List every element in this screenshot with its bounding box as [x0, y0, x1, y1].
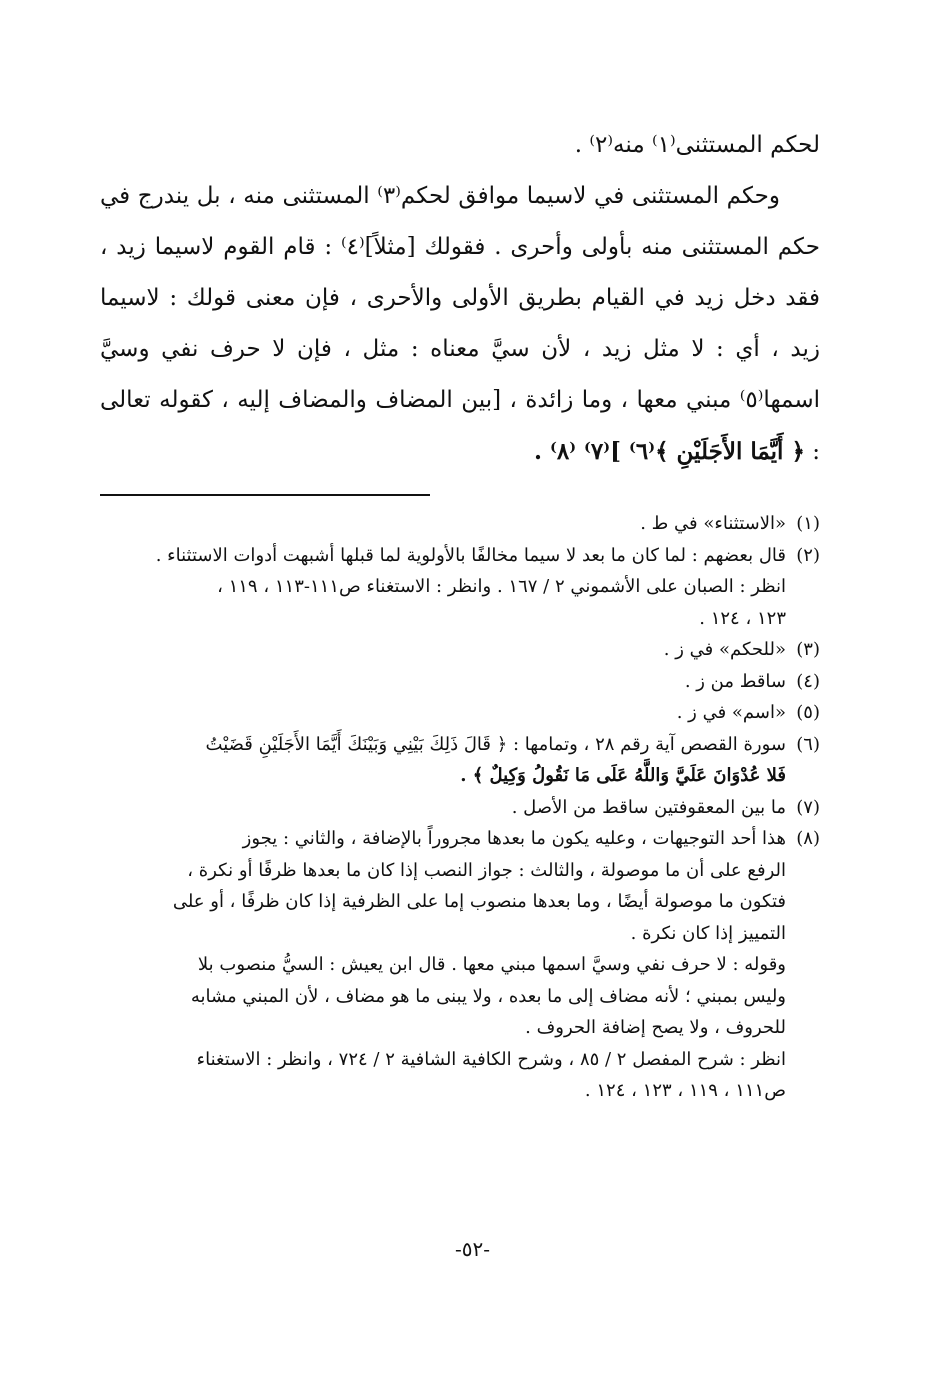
footnote-line: ص١١١ ، ١١٩ ، ١٢٣ ، ١٢٤ . — [584, 1080, 786, 1101]
footnote-line: انظر : شرح المفصل ٢ / ٨٥ ، وشرح الكافية الشافية ٢ / ٧٢٤ ، وانظر : الاستغناء — [196, 1048, 786, 1070]
footnote-divider — [100, 478, 820, 504]
main-line: حكم المستثنى منه بأولى وأحرى . فقولك [مثلاً]⁽٤⁾ : قام القوم لاسيما زيد ، — [100, 234, 820, 260]
footnote-5 — [100, 697, 820, 729]
main-line: اسمها⁽٥⁾ مبني معها ، وما زائدة ، [بين المضاف والمضاف إليه ، كقوله تعالى : — [100, 387, 820, 465]
main-paragraph-2 — [100, 171, 820, 478]
footnote-line-quran: فَلا عُدْوَانَ عَلَيَّ وَاللَّهُ عَلَى مَا نَقُولُ وَكِيلٌ ﴾ . — [460, 765, 786, 786]
footnote-number: (٨) — [796, 828, 820, 849]
footnote-line: التمييز إذا كان نكرة . — [630, 922, 786, 944]
footnote-line: فتكون ما موصولة أيضًا ، وما بعدها منصوب إما على الظرفية إذا كان ظرفًا ، أو على — [172, 891, 786, 912]
footnote-number: (٢) — [796, 544, 820, 566]
footnote-line: هذا أحد التوجيهات ، وعليه يكون ما بعدها مجروراً بالإضافة ، والثاني : يجوز — [242, 828, 786, 849]
footnote-line: قال بعضهم : لما كان ما بعد لا سيما مخالفًا بالأولوية لما قبلها أشبهت أدوات الاستثناء . — [155, 544, 786, 566]
footnote-line: انظر : الصبان على الأشموني ٢ / ١٦٧ . وانظر : الاستغناء ص١١١-١١٣ ، ١١٩ ، — [217, 576, 786, 597]
footnote-number: (٣) — [796, 639, 820, 660]
main-paragraph-1: لحكم المستثنى⁽١⁾ منه⁽٢⁾ . — [574, 132, 820, 158]
footnote-line: «للحكم» في ز . — [663, 639, 786, 660]
footnote-6 — [100, 729, 820, 792]
main-text — [100, 120, 820, 478]
footnote-number: (١) — [796, 513, 820, 534]
footnote-line: «الاستثناء» في ط . — [640, 513, 786, 534]
main-line: زيد ، أي : لا مثل زيد ، لأن سيَّ معناه : مثل ، فإن لا حرف نفي وسيَّ — [100, 336, 820, 362]
footnote-8 — [100, 823, 820, 949]
footnote-1 — [100, 508, 820, 540]
footnote-line: ١٢٣ ، ١٢٤ . — [699, 607, 786, 629]
footnote-line: ساقط من ز . — [684, 670, 786, 692]
footnote-line: الرفع على أن ما موصولة ، والثالث : جواز النصب إذا كان ما بعدها ظرفًا أو نكرة ، — [187, 859, 786, 881]
footnote-3 — [100, 634, 820, 666]
page-body — [100, 120, 820, 1107]
footnote-number: (٧) — [796, 796, 820, 818]
footnote-number: (٦) — [796, 733, 820, 755]
footnote-line: وليس بمبني ؛ لأنه مضاف إلى ما بعده ، ولا يبنى ما هو مضاف ، لأن المبني مشابه — [190, 985, 786, 1007]
footnote-line: ما بين المعقوفتين ساقط من الأصل . — [511, 796, 786, 818]
main-line: وحكم المستثنى في لاسيما موافق لحكم⁽٣⁾ المستثنى منه ، بل يندرج في — [100, 183, 780, 209]
footnote-4 — [100, 666, 820, 698]
footnote-number: (٥) — [796, 702, 820, 723]
footnote-line: للحروف ، ولا يصح إضافة الحروف . — [525, 1017, 786, 1038]
footnote-line: سورة القصص آية رقم ٢٨ ، وتمامها : ﴿ قَالَ ذَلِكَ بَيْنِي وَبَيْنَكَ أَيَّمَا الأَجَلَيْنِ قَضَيْتُ — [205, 733, 786, 755]
footnote-2 — [100, 540, 820, 635]
footnote-number: (٤) — [796, 670, 820, 692]
footnote-line: «اسم» في ز . — [676, 702, 786, 723]
main-line-quran: ﴿ أَيَّمَا الأَجَلَيْنِ ﴾⁽٦⁾ ]⁽٧⁾ ⁽٨⁾ . — [533, 438, 805, 465]
footnote-7 — [100, 792, 820, 824]
footnotes — [100, 508, 820, 1107]
main-line: فقد دخل زيد في القيام بطريق الأولى والأحرى ، فإن معنى قولك : لاسيما — [100, 285, 820, 311]
footnote-line: وقوله : لا حرف نفي وسيَّ اسمها مبني معها . قال ابن يعيش : السيُّ منصوب بلا — [197, 954, 786, 975]
footnote-8-continuation — [100, 949, 820, 1107]
page-number: -٥٢- — [454, 1237, 490, 1261]
